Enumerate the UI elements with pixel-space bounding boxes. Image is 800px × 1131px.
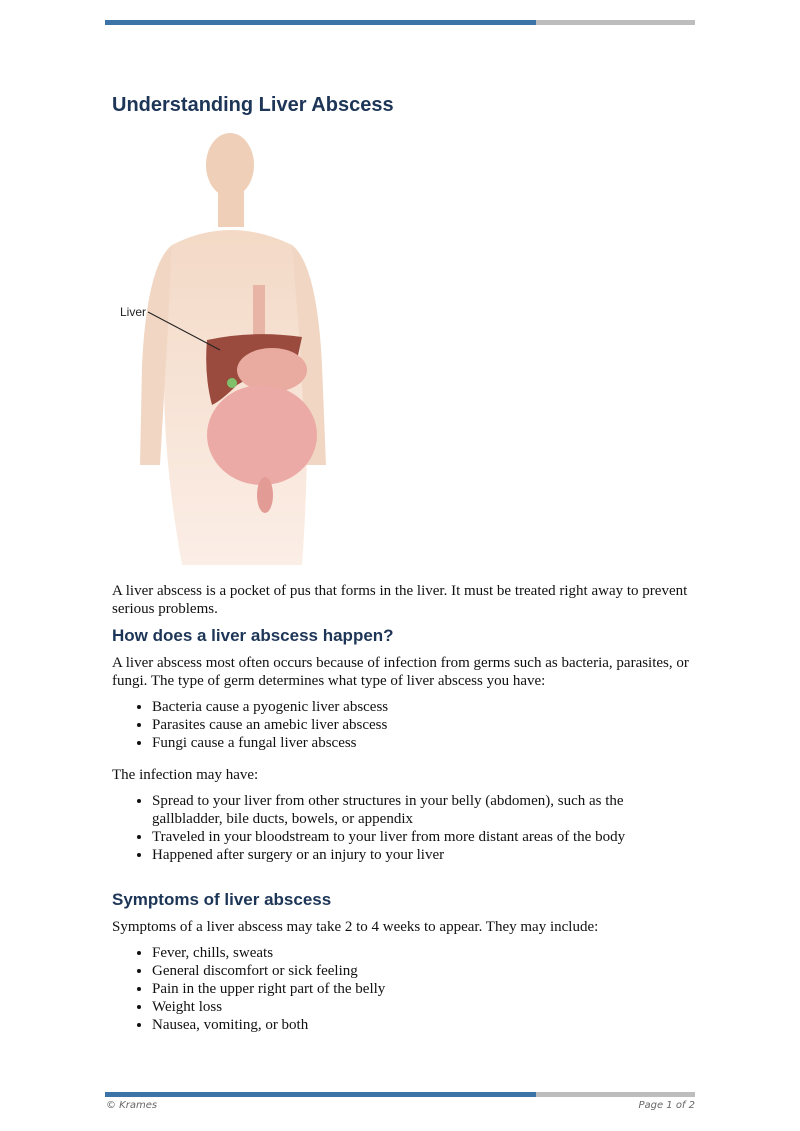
section-heading: How does a liver abscess happen? bbox=[112, 626, 394, 645]
liver-label: Liver bbox=[120, 305, 147, 319]
page-number: Page 1 of 2 bbox=[638, 1100, 695, 1111]
list-item: • Happened after surgery or an injury to your liver bbox=[152, 846, 692, 864]
list-item: • Parasites cause an amebic liver abscess bbox=[152, 716, 692, 734]
list-item: • Weight loss bbox=[152, 998, 692, 1016]
list-item: • Spread to your liver from other structures in your belly (abdomen), such as the gallbladder, bile ducts, bowels, or appendix bbox=[152, 792, 692, 828]
list-item: • Bacteria cause a pyogenic liver abscess bbox=[152, 698, 692, 716]
section-text: Symptoms of a liver abscess may take 2 to 4 weeks to appear. They may include: bbox=[112, 919, 599, 935]
list-item: • Traveled in your bloodstream to your liver from more distant areas of the body bbox=[152, 828, 692, 846]
list-item: • Pain in the upper right part of the belly bbox=[152, 980, 692, 998]
symptom-list bbox=[112, 944, 692, 1034]
copyright: © Krames bbox=[106, 1100, 158, 1111]
page-title: Understanding Liver Abscess bbox=[112, 94, 394, 116]
section-heading: Symptoms of liver abscess bbox=[112, 890, 332, 909]
footer-bar bbox=[105, 1092, 695, 1097]
header-bar bbox=[105, 20, 695, 25]
section-text: The infection may have: bbox=[112, 767, 259, 783]
article-body bbox=[112, 582, 692, 1048]
germ-list bbox=[112, 698, 692, 752]
list-item: • Fever, chills, sweats bbox=[152, 944, 692, 962]
cause-list bbox=[112, 792, 692, 864]
list-item: • Nausea, vomiting, or both bbox=[152, 1016, 692, 1034]
liver-illustration bbox=[112, 125, 412, 575]
intro-text: A liver abscess is a pocket of pus that forms in the liver. It must be treated right away to prevent serious problems. bbox=[112, 583, 688, 617]
list-item: • General discomfort or sick feeling bbox=[152, 962, 692, 980]
section-text: A liver abscess most often occurs because of infection from germs such as bacteria, parasites, or fungi. The type of germ determines what type of liver abscess you have: bbox=[112, 655, 689, 689]
list-item: • Fungi cause a fungal liver abscess bbox=[152, 734, 692, 752]
